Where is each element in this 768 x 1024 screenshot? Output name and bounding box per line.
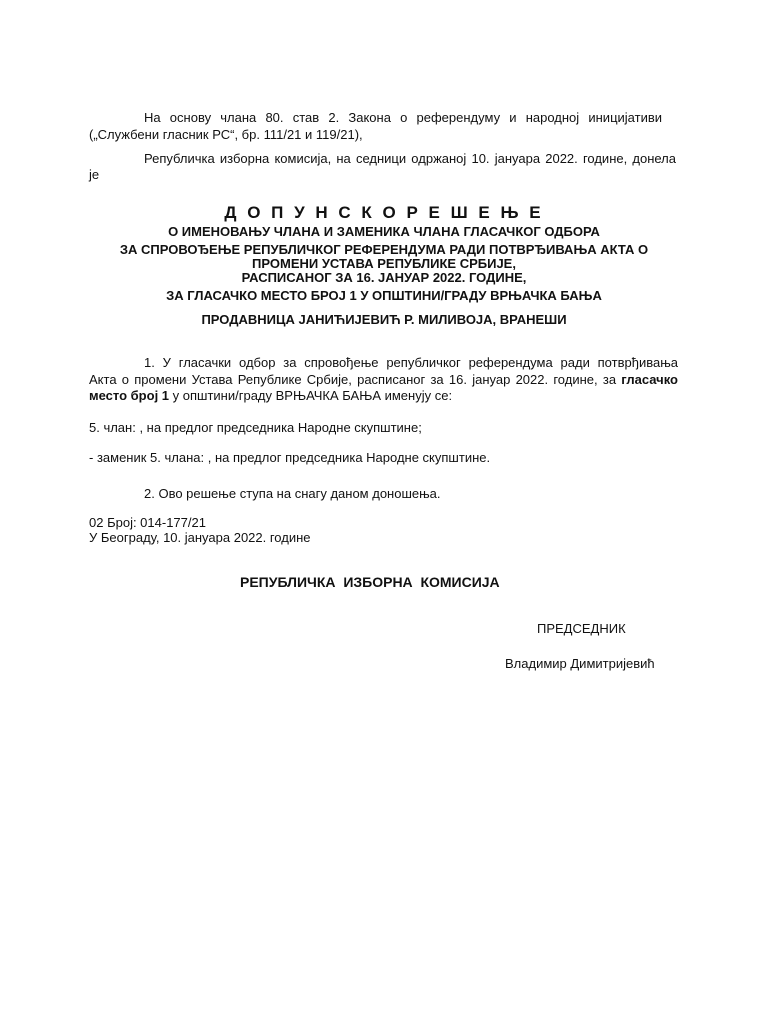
commission-name: РЕПУБЛИЧКА ИЗБОРНА КОМИСИЈА <box>240 574 500 590</box>
item1-line-2-bold: гласачко <box>621 372 678 387</box>
heading-sub-5: ЗА ГЛАСАЧКО МЕСТО БРОЈ 1 У ОПШТИНИ/ГРАДУ ВРЊАЧКА БАЊА <box>166 288 602 303</box>
item1-line-3 <box>89 388 452 404</box>
heading-sub-2: ЗА СПРОВОЂЕЊЕ РЕПУБЛИЧКОГ РЕФЕРЕНДУМА РАДИ ПОТВРЂИВАЊА АКТА О <box>119 242 649 257</box>
item1-line-1: 1. У гласачки одбор за спровођење републичког референдума ради потврђивања <box>144 355 678 370</box>
commission-intro-line-1: Републичка изборна комисија, на седници одржаној 10. јануара 2022. године, донела <box>144 151 676 166</box>
preamble-line-2: („Службени гласник РС“, бр. 111/21 и 119/21), <box>89 127 363 142</box>
commission-intro-line-2: је <box>89 167 100 182</box>
reference-number: 02 Број: 014-177/21 <box>89 515 206 530</box>
item1-line-2-text: Акта о промени Устава Републике Србије, расписаног за 16. јануар 2022. године, за <box>89 372 622 387</box>
heading-sub-1: О ИМЕНОВАЊУ ЧЛАНА И ЗАМЕНИКА ЧЛАНА ГЛАСАЧКОГ ОДБОРА <box>168 224 600 239</box>
item1-line-3-bold: место број 1 <box>89 388 170 403</box>
heading-sub-4: РАСПИСАНОГ ЗА 16. ЈАНУАР 2022. ГОДИНЕ, <box>241 270 527 285</box>
member-line: 5. члан: , на предлог председника Народне скупштине; <box>89 420 422 435</box>
preamble-line-1: На основу члана 80. став 2. Закона о референдуму и народној иницијативи <box>144 110 662 125</box>
heading-sub-3: ПРОМЕНИ УСТАВА РЕПУБЛИКЕ СРБИЈЕ, <box>252 256 516 271</box>
document-title: Д О П У Н С К О Р Е Ш Е Њ Е <box>224 203 544 222</box>
item1-line-2 <box>89 372 678 388</box>
signatory-role: ПРЕДСЕДНИК <box>537 621 626 636</box>
signatory-name: Владимир Димитријевић <box>505 656 655 671</box>
reference-place-date: У Београду, 10. јануара 2022. године <box>89 530 311 545</box>
item2-line: 2. Ово решење ступа на снагу даном доношења. <box>144 486 441 501</box>
heading-sub-6: ПРОДАВНИЦА ЈАНИЋИЈЕВИЋ Р. МИЛИВОЈА, ВРАНЕШИ <box>201 312 567 327</box>
deputy-line: - заменик 5. члана: , на предлог председника Народне скупштине. <box>89 450 491 465</box>
item1-line-3-text: у општини/граду ВРЊАЧКА БАЊА именују се: <box>169 388 453 403</box>
